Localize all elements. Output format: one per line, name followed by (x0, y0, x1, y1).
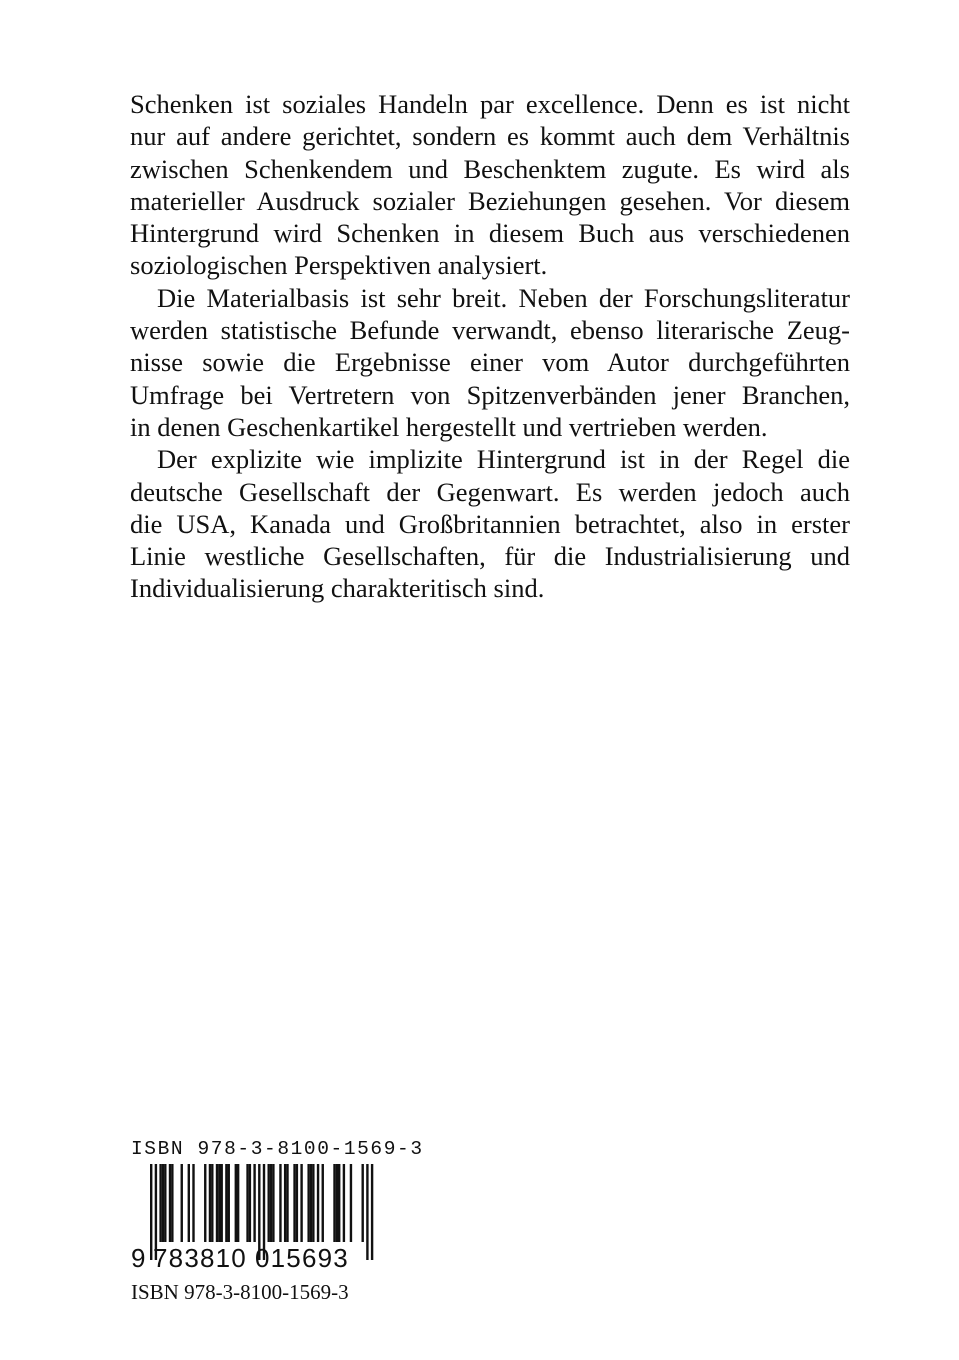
barcode-bar (235, 1164, 237, 1242)
barcode-bar (159, 1164, 161, 1242)
barcode-bar (162, 1164, 164, 1242)
barcode-bar (270, 1164, 272, 1242)
barcode-bar (211, 1164, 213, 1242)
barcode-bar (221, 1164, 223, 1242)
blurb-line: soziologischen Perspektiven analysiert. (130, 250, 548, 281)
barcode-bar (338, 1164, 340, 1242)
barcode-bar (350, 1164, 352, 1242)
barcode-bar (279, 1164, 281, 1242)
barcode-bar (296, 1164, 298, 1242)
barcode-bar (181, 1164, 183, 1242)
barcode-bar (362, 1164, 364, 1242)
barcode-bar (164, 1164, 166, 1242)
barcode-bar (336, 1164, 338, 1242)
barcode-bar (300, 1164, 302, 1242)
barcode-bar (246, 1164, 248, 1242)
barcode-bar (204, 1164, 206, 1242)
barcode-bar (228, 1164, 230, 1242)
isbn-number: ISBN 978-3-8100-1569-3 (131, 1280, 349, 1304)
barcode-bar (218, 1164, 220, 1242)
barcode-bar (272, 1164, 274, 1242)
barcode-bar (333, 1164, 335, 1242)
barcode-bar (216, 1164, 218, 1242)
barcode-bar (209, 1164, 211, 1242)
blurb-line: Die Materialbasis ist sehr breit. Neben der Forschungsliteratur (157, 282, 850, 313)
barcode-digits (131, 1243, 376, 1274)
blurb-line: deutsche Gesellschaft der Gegenwart. Es werden jedoch auch (130, 476, 850, 507)
blurb-line: Individualisierung charakteritisch sind. (130, 573, 545, 604)
barcode-bar (192, 1164, 194, 1242)
blurb-line: Der explizite wie implizite Hintergrund ist in der Regel die (157, 444, 850, 475)
barcode-bar (312, 1164, 314, 1242)
barcode-bar (249, 1164, 251, 1242)
barcode-digit-group-left: 783810 (153, 1243, 247, 1273)
barcode-bar (317, 1164, 319, 1242)
barcode-bar (171, 1164, 173, 1242)
barcode-isbn-label: ISBN 978-3-8100-1569-3 (131, 1138, 424, 1160)
blurb-text (130, 88, 850, 605)
blurb-line: in denen Geschenkartikel hergestellt und vertrieben werden. (130, 411, 768, 442)
blurb-line: zwischen Schenkendem und Beschenktem zugute. Es wird als (130, 153, 850, 184)
blurb-line: die USA, Kanada und Großbritannien betrachtet, also in erster (130, 508, 850, 539)
blurb-paragraph-3 (130, 443, 850, 604)
barcode-bar (169, 1164, 171, 1242)
barcode-bar (293, 1164, 295, 1242)
blurb-paragraph-2 (130, 282, 850, 443)
barcode-digit-first: 9 (131, 1243, 146, 1273)
barcode-bar (286, 1164, 288, 1242)
barcode-bar (225, 1164, 227, 1242)
blurb-line: werden statistische Befunde verwandt, ebenso literarische Zeug- (130, 315, 850, 346)
blurb-line: Umfrage bei Vertretern von Spitzenverbänden jener Branchen, (130, 379, 850, 410)
blurb-line: materieller Ausdruck sozialer Beziehungen gesehen. Vor diesem (130, 185, 850, 216)
barcode-bar (237, 1164, 239, 1242)
barcode-bar (268, 1164, 270, 1242)
barcode-bar (310, 1164, 312, 1242)
barcode-digit-group-right: 015693 (254, 1243, 349, 1273)
barcode-bar (284, 1164, 286, 1242)
blurb-line: Linie westliche Gesellschaften, für die Industrialisierung und (130, 541, 850, 572)
blurb-line: Schenken ist soziales Handeln par excellence. Denn es ist nicht (130, 89, 850, 119)
barcode-bar (253, 1164, 255, 1242)
barcode-bar (307, 1164, 309, 1242)
barcode-bar (343, 1164, 345, 1242)
blurb-paragraph-1 (130, 88, 850, 282)
blurb-line: Hintergrund wird Schenken in diesem Buch aus verschiedenen (130, 218, 850, 249)
blurb-line: nisse sowie die Ergebnisse einer vom Autor durchgeführten (130, 347, 850, 378)
barcode-bar (322, 1164, 324, 1242)
barcode-bar (188, 1164, 190, 1242)
blurb-line: nur auf andere gerichtet, sondern es kommt auch dem Verhältnis (130, 121, 850, 152)
